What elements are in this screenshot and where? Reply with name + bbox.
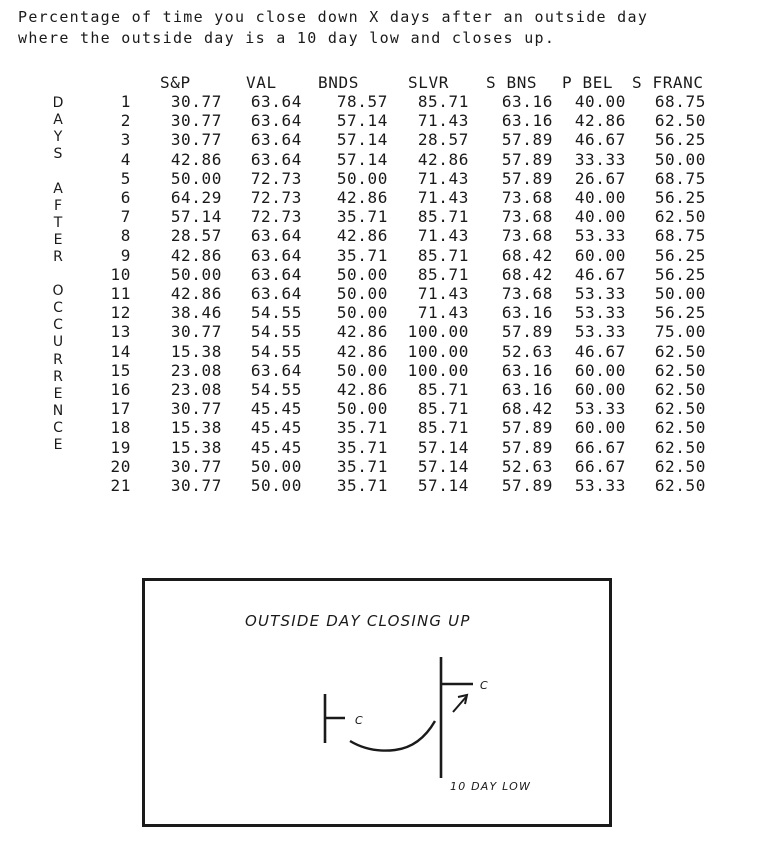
row-day-number: 21	[110, 476, 131, 495]
vertical-label-letter: F	[53, 197, 63, 214]
row-day-number: 2	[120, 111, 131, 131]
ten-day-low-label: 10 DAY LOW	[450, 780, 532, 793]
table-cell: 56.25	[654, 264, 706, 284]
vertical-label-letter: D	[52, 95, 64, 111]
prior-day-close-label: C	[355, 714, 363, 727]
table-cell: 23.08	[170, 360, 222, 380]
price-path-curve	[350, 721, 435, 751]
table-cell: 63.16	[501, 92, 553, 111]
arrow-icon	[458, 695, 467, 704]
table-cell: 35.71	[336, 207, 388, 227]
table-cell: 50.00	[336, 264, 388, 284]
row-day-number: 3	[120, 130, 131, 150]
table-cell: 42.86	[336, 380, 388, 399]
table-cell: 57.14	[417, 476, 469, 495]
table-cell: 50.00	[654, 284, 706, 303]
table-cell: 50.00	[654, 149, 706, 169]
vertical-label-letter: E	[53, 385, 63, 402]
table-cell: 54.55	[250, 341, 302, 361]
row-day-number: 19	[110, 437, 131, 457]
table-cell: 50.00	[336, 399, 388, 419]
table-cell: 63.16	[501, 111, 553, 131]
row-day-number: 6	[120, 188, 131, 207]
row-day-number: 17	[110, 399, 131, 419]
table-cell: 56.25	[654, 188, 706, 207]
row-day-number: 15	[110, 360, 131, 380]
table-cell: 53.33	[574, 322, 626, 342]
table-cell: 45.45	[250, 418, 302, 438]
table-cell: 85.71	[417, 399, 469, 419]
title-line-1: Percentage of time you close down X days after an outside day	[18, 8, 649, 26]
table-cell: 85.71	[417, 264, 469, 284]
table-cell: 73.68	[501, 188, 553, 207]
table-cell: 30.77	[170, 456, 222, 476]
table-cell: 63.64	[250, 111, 302, 131]
table-cell: 40.00	[574, 188, 626, 207]
table-cell: 15.38	[170, 418, 222, 438]
table-cell: 68.42	[501, 399, 553, 419]
table-cell: 57.89	[501, 476, 553, 495]
vertical-label-letter: T	[53, 214, 63, 231]
table-cell: 15.38	[170, 341, 222, 361]
row-day-number: 4	[120, 149, 131, 169]
table-cell: 38.46	[170, 303, 222, 323]
row-day-number: 20	[110, 456, 131, 476]
table-cell: 73.68	[501, 284, 553, 303]
table-cell: 64.29	[170, 188, 222, 207]
table-cell: 62.50	[654, 341, 706, 361]
column-header: SLVR	[408, 73, 449, 92]
table-cell: 66.67	[574, 456, 626, 476]
table-cell: 46.67	[574, 341, 626, 361]
table-cell: 100.00	[407, 322, 469, 342]
table-cell: 71.43	[417, 188, 469, 207]
vertical-label-letter: R	[53, 248, 63, 265]
row-day-number: 7	[120, 207, 131, 227]
table-cell: 50.00	[250, 476, 302, 495]
row-day-number: 12	[110, 303, 131, 323]
row-day-number: 13	[110, 322, 131, 342]
table-cell: 85.71	[417, 92, 469, 111]
table-cell: 53.33	[574, 284, 626, 303]
table-cell: 85.71	[417, 418, 469, 438]
vertical-label-letter: U	[52, 334, 64, 351]
column-header: S BNS	[486, 73, 538, 92]
table-cell: 62.50	[654, 207, 706, 227]
table-cell: 63.64	[250, 92, 302, 111]
table-cell: 57.89	[501, 168, 553, 188]
table-cell: 54.55	[250, 322, 302, 342]
table-cell: 56.25	[654, 303, 706, 323]
table-cell: 35.71	[336, 437, 388, 457]
column-header: BNDS	[318, 73, 359, 92]
table-cell: 100.00	[407, 341, 469, 361]
table-cell: 68.75	[654, 168, 706, 188]
table-cell: 62.50	[654, 476, 706, 495]
table-cell: 72.73	[250, 207, 302, 227]
table-cell: 28.57	[170, 226, 222, 246]
table-cell: 68.75	[654, 226, 706, 246]
table-cell: 30.77	[170, 322, 222, 342]
table-cell: 52.63	[501, 341, 553, 361]
row-day-number: 5	[120, 168, 131, 188]
table-cell: 40.00	[574, 207, 626, 227]
table-cell: 63.16	[501, 360, 553, 380]
table-cell: 42.86	[336, 188, 388, 207]
table-cell: 62.50	[654, 111, 706, 131]
row-day-number: 10	[110, 264, 131, 284]
table-cell: 62.50	[654, 380, 706, 399]
table-cell: 63.64	[250, 264, 302, 284]
table-cell: 26.67	[574, 168, 626, 188]
table-cell: 30.77	[170, 399, 222, 419]
table-cell: 45.45	[250, 399, 302, 419]
table-cell: 68.42	[501, 245, 553, 265]
table-cell: 46.67	[574, 130, 626, 150]
arrow-shaft	[453, 697, 466, 712]
vertical-label-letter: C	[53, 317, 63, 334]
table-cell: 50.00	[336, 284, 388, 303]
vertical-label-letter: S	[53, 146, 63, 163]
table-cell: 100.00	[407, 360, 469, 380]
table-cell: 63.64	[250, 130, 302, 150]
table-cell: 63.16	[501, 380, 553, 399]
diagram-box	[142, 578, 612, 827]
table-cell: 73.68	[501, 226, 553, 246]
table-cell: 85.71	[417, 207, 469, 227]
table-cell: 71.43	[417, 168, 469, 188]
table-cell: 35.71	[336, 418, 388, 438]
table-cell: 30.77	[170, 130, 222, 150]
vertical-label-letter: R	[53, 351, 63, 368]
table-cell: 42.86	[336, 322, 388, 342]
table-cell: 57.89	[501, 418, 553, 438]
table-cell: 56.25	[654, 245, 706, 265]
table-cell: 62.50	[654, 360, 706, 380]
table-cell: 50.00	[250, 456, 302, 476]
table-cell: 42.86	[417, 149, 469, 169]
table-cell: 57.89	[501, 437, 553, 457]
table-cell: 23.08	[170, 380, 222, 399]
vertical-label-letter: C	[53, 300, 63, 317]
table-cell: 35.71	[336, 245, 388, 265]
table-cell: 62.50	[654, 418, 706, 438]
row-day-number: 11	[110, 284, 131, 303]
vertical-label-letter: Y	[53, 129, 63, 146]
title-line-2: where the outside day is a 10 day low and closes up.	[18, 29, 556, 47]
table-cell: 53.33	[574, 226, 626, 246]
table-cell: 62.50	[654, 399, 706, 419]
table-cell: 63.64	[250, 226, 302, 246]
table-cell: 52.63	[501, 456, 553, 476]
table-cell: 57.89	[501, 130, 553, 150]
table-cell: 62.50	[654, 456, 706, 476]
table-cell: 54.55	[250, 303, 302, 323]
column-header: S FRANC	[632, 73, 704, 92]
table-cell: 57.14	[336, 111, 388, 131]
table-cell: 57.14	[417, 456, 469, 476]
row-day-number: 8	[120, 226, 131, 246]
table-cell: 63.64	[250, 360, 302, 380]
table-cell: 30.77	[170, 92, 222, 111]
vertical-label-letter: R	[53, 368, 63, 385]
vertical-label-letter: C	[53, 419, 63, 436]
table-cell: 63.64	[250, 284, 302, 303]
table-cell: 63.16	[501, 303, 553, 323]
row-day-number: 18	[110, 418, 131, 438]
table-cell: 85.71	[417, 380, 469, 399]
table-cell: 50.00	[336, 303, 388, 323]
vertical-label-letter: A	[53, 112, 63, 129]
row-day-number: 14	[110, 341, 131, 361]
table-cell: 63.64	[250, 149, 302, 169]
table-cell: 63.64	[250, 245, 302, 265]
table-cell: 35.71	[336, 476, 388, 495]
table-cell: 50.00	[170, 264, 222, 284]
table-cell: 53.33	[574, 303, 626, 323]
column-header: S&P	[160, 73, 191, 92]
vertical-label-letter: O	[52, 283, 64, 300]
table-cell: 85.71	[417, 245, 469, 265]
table-cell: 35.71	[336, 456, 388, 476]
table-cell: 42.86	[336, 226, 388, 246]
table-cell: 53.33	[574, 476, 626, 495]
table-cell: 60.00	[574, 418, 626, 438]
table-cell: 42.86	[336, 341, 388, 361]
table-cell: 62.50	[654, 437, 706, 457]
table-cell: 60.00	[574, 380, 626, 399]
column-header: VAL	[246, 73, 277, 92]
table-cell: 71.43	[417, 226, 469, 246]
table-cell: 42.86	[170, 284, 222, 303]
table-cell: 33.33	[574, 149, 626, 169]
table-cell: 53.33	[574, 399, 626, 419]
table-cell: 57.14	[336, 130, 388, 150]
table-cell: 40.00	[574, 92, 626, 111]
table-cell: 71.43	[417, 303, 469, 323]
table-cell: 60.00	[574, 245, 626, 265]
table-cell: 42.86	[170, 245, 222, 265]
vertical-label-letter: E	[53, 231, 63, 248]
table-cell: 60.00	[574, 360, 626, 380]
table-cell: 46.67	[574, 264, 626, 284]
table-cell: 78.57	[336, 92, 388, 111]
table-cell: 45.45	[250, 437, 302, 457]
table-cell: 68.75	[654, 92, 706, 111]
row-day-number: 16	[110, 380, 131, 399]
table-cell: 72.73	[250, 188, 302, 207]
column-header: P BEL	[562, 73, 614, 92]
outside-day-close-label: C	[480, 679, 488, 692]
table-cell: 30.77	[170, 476, 222, 495]
table-cell: 50.00	[170, 168, 222, 188]
table-cell: 57.14	[417, 437, 469, 457]
table-cell: 42.86	[574, 111, 626, 131]
table-cell: 75.00	[654, 322, 706, 342]
vertical-label-letter: E	[53, 437, 63, 453]
table-cell: 54.55	[250, 380, 302, 399]
table-cell: 42.86	[170, 149, 222, 169]
table-cell: 73.68	[501, 207, 553, 227]
table-cell: 56.25	[654, 130, 706, 150]
table-cell: 57.89	[501, 322, 553, 342]
table-cell: 57.14	[170, 207, 222, 227]
table-cell: 30.77	[170, 111, 222, 131]
table-cell: 72.73	[250, 168, 302, 188]
table-cell: 15.38	[170, 437, 222, 457]
table-cell: 71.43	[417, 111, 469, 131]
table-cell: 50.00	[336, 168, 388, 188]
row-day-number: 9	[120, 245, 131, 265]
table-cell: 68.42	[501, 264, 553, 284]
table-cell: 66.67	[574, 437, 626, 457]
vertical-label-letter: A	[53, 180, 63, 197]
row-day-number: 1	[120, 92, 131, 111]
table-cell: 57.89	[501, 149, 553, 169]
table-cell: 57.14	[336, 149, 388, 169]
diagram-title: OUTSIDE DAY CLOSING UP	[245, 612, 471, 630]
table-cell: 50.00	[336, 360, 388, 380]
vertical-label-letter: N	[52, 402, 64, 419]
table-cell: 28.57	[417, 130, 469, 150]
outside-day-diagram	[145, 581, 609, 824]
table-cell: 71.43	[417, 284, 469, 303]
